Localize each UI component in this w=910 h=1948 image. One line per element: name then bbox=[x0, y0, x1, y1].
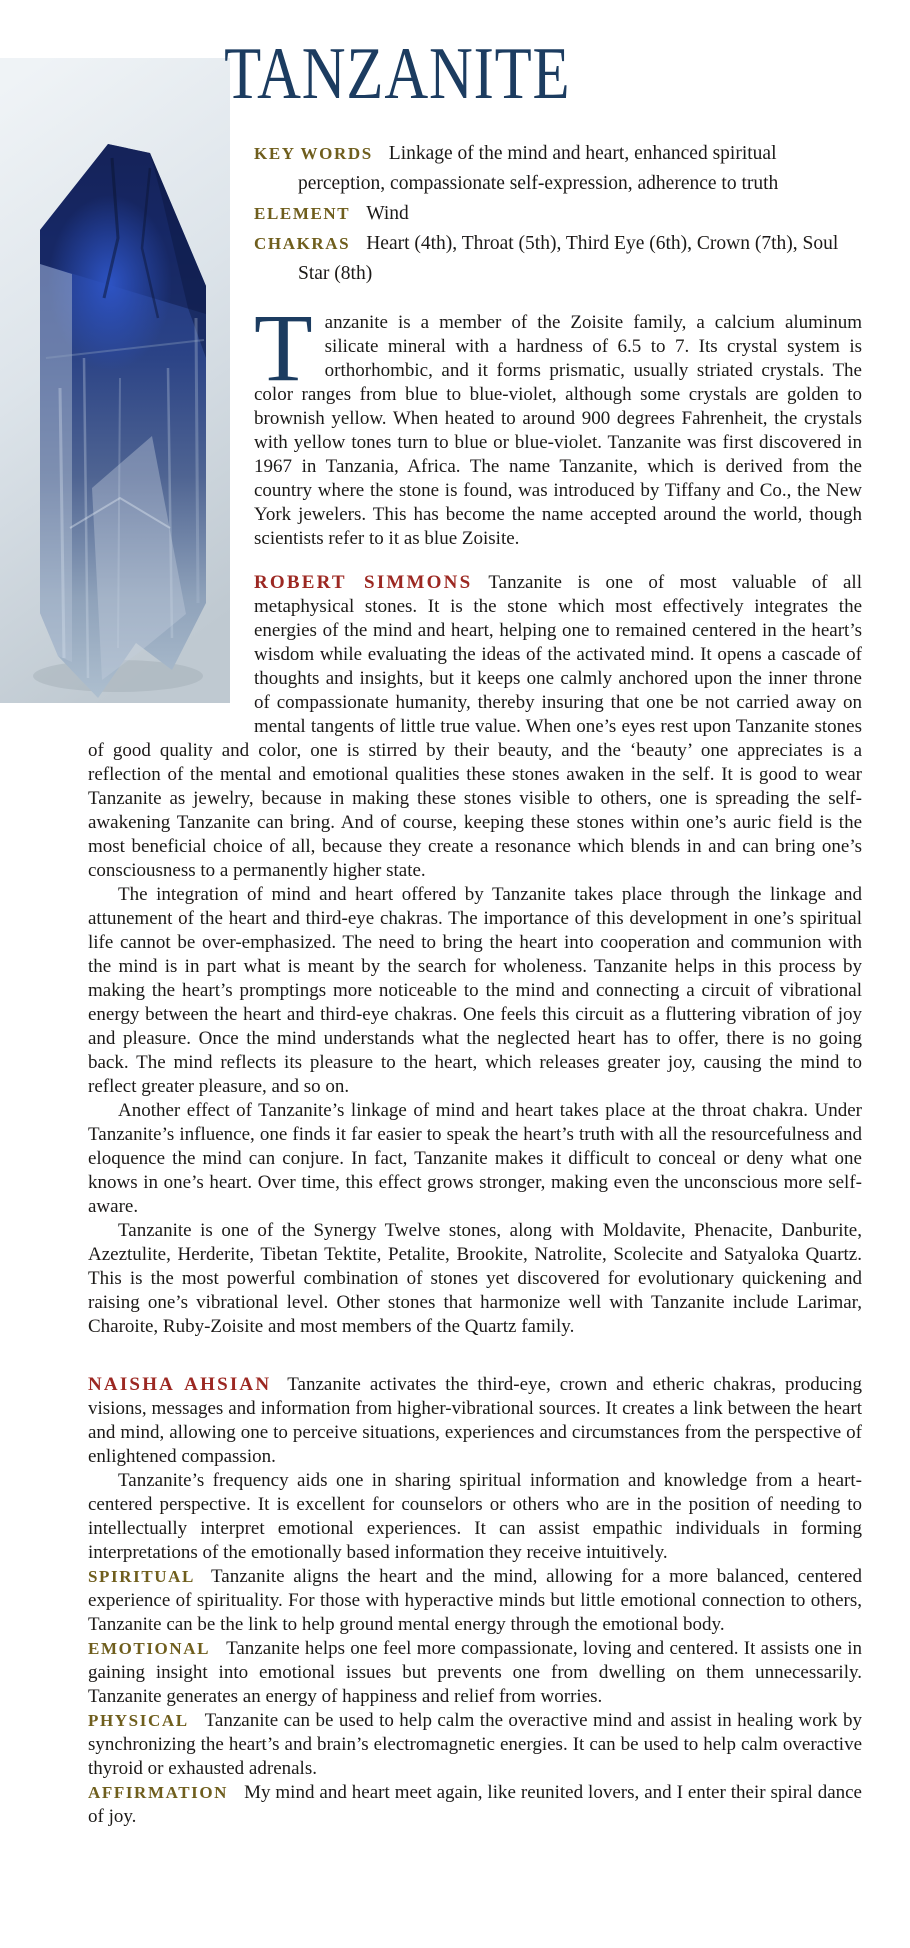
spiritual-paragraph bbox=[88, 1565, 862, 1637]
chakras-label: CHAKRAS bbox=[254, 233, 351, 253]
spiritual-text: Tanzanite aligns the heart and the mind, allowing for a more balanced, centered experience of spirituality. For those with hyperactive minds but little emotional connection to others, Tanzanite can be the link to help ground mental energy through the emotional body. bbox=[88, 1565, 862, 1635]
chakras-row bbox=[254, 229, 862, 289]
page-title: TANZANITE bbox=[224, 33, 571, 115]
drop-cap: T bbox=[254, 293, 313, 401]
robert-simmons-label: ROBERT SIMMONS bbox=[254, 571, 473, 593]
key-words-value: Linkage of the mind and heart, enhanced spiritual perception, compassionate self-expression, adherence to truth bbox=[298, 142, 779, 194]
robert-simmons-paragraph-2: The integration of mind and heart offered by Tanzanite takes place through the linkage and attunement of the heart and third-eye chakras. The importance of this development in one’s spiritual life cannot be over-emphasized. The need to bring the heart into cooperation and communion with the mind is in part what is meant by the search for wholeness. Tanzanite helps in this process by making the heart’s promptings more noticeable to the mind and connecting a circuit of vibrational energy between the heart and third-eye chakras. One feels this circuit as a fluttering vibration of joy and pleasure. Once the mind understands what the neglected heart has to offer, there is no going back. The mind reflects its pleasure to the heart, which releases greater joy, causing the mind to reflect greater pleasure, and so on. bbox=[88, 883, 862, 1097]
key-words-row bbox=[254, 139, 862, 199]
key-words-label: KEY WORDS bbox=[254, 143, 373, 163]
robert-simmons-paragraph-3: Another effect of Tanzanite’s linkage of mind and heart takes place at the throat chakra. Under Tanzanite’s influence, one finds it far easier to speak the heart’s truth with all the resourcefulness and eloquence the mind can conjure. In fact, Tanzanite makes it difficult to conceal or deny what one knows in one’s heart. Over time, this effect grows stronger, making even the unconscious more self-aware. bbox=[88, 1099, 862, 1217]
properties-block bbox=[254, 139, 862, 289]
emotional-paragraph bbox=[88, 1637, 862, 1709]
naisha-ahsian-paragraph-2: Tanzanite’s frequency aids one in sharing spiritual information and knowledge from a heart-centered perspective. It is excellent for counselors or others who are in the position of needing to intellectually interpret emotional experiences. It can assist empathic individuals in forming interpretations of the emotionally based information they receive intuitively. bbox=[88, 1469, 862, 1563]
emotional-label: EMOTIONAL bbox=[88, 1638, 211, 1658]
naisha-ahsian-lead-text: Tanzanite activates the third-eye, crown and etheric chakras, producing visions, messages and information from higher-vibrational sources. It creates a link between the heart and mind, allowing one to perceive situations, experiences and circumstances from the perspective of enlightened compassion. bbox=[88, 1373, 862, 1467]
tanzanite-crystal-photo bbox=[0, 58, 230, 703]
element-label: ELEMENT bbox=[254, 203, 351, 223]
physical-label: PHYSICAL bbox=[88, 1710, 189, 1730]
emotional-text: Tanzanite helps one feel more compassionate, loving and centered. It assists one in gaining insight into emotional issues but prevents one from dwelling on them unnecessarily. Tanzanite generates an energy of happiness and relief from worries. bbox=[88, 1637, 862, 1707]
spiritual-label: SPIRITUAL bbox=[88, 1566, 195, 1586]
intro-text: anzanite is a member of the Zoisite family, a calcium aluminum silicate mineral with a hardness of 6.5 to 7. Its crystal system is orthorhombic, and it forms prismatic, usually striated crystals. The color ranges from blue to blue-violet, although some crystals are golden to brownish yellow. When heated to around 900 degrees Fahrenheit, the crystals with yellow tones turn to blue or blue-violet. Tanzanite was first discovered in 1967 in Tanzania, Africa. The name Tanzanite, which is derived from the country where the stone is found, was introduced by Tiffany and Co., the New York jewelers. This has become the name accepted around the world, though scientists refer to it as blue Zoisite. bbox=[254, 311, 862, 549]
chakras-value: Heart (4th), Throat (5th), Third Eye (6th), Crown (7th), Soul Star (8th) bbox=[298, 232, 839, 284]
affirmation-text: My mind and heart meet again, like reunited lovers, and I enter their spiral dance of joy. bbox=[88, 1781, 862, 1827]
affirmation-paragraph bbox=[88, 1781, 862, 1829]
crystal-illustration bbox=[0, 58, 230, 703]
robert-simmons-lead-text: Tanzanite is one of most valuable of all metaphysical stones. It is the stone which most effectively integrates the energies of the mind and heart, helping one to remained centered in the heart’s wisdom while evaluating the ideas of the activated mind. It opens a cascade of thoughts and insights, but it keeps one calmly anchored upon the inner throne of compassionate humanity, thereby insuring that one be not carried away on mental tangents of little true value. When one’s eyes rest upon Tanzanite stones of good quality and color, one is stirred by their beauty, and the ‘beauty’ one appreciates is a reflection of the mental and emotional qualities these stones awaken in the self. It is good to wear Tanzanite as jewelry, because in making these stones visible to others, one is spreading the self-awakening Tanzanite can bring. And of course, keeping these stones within one’s auric field is the most beneficial choice of all, because they create a resonance which blends in and can bring one’s consciousness to a permanently higher state. bbox=[88, 571, 862, 881]
physical-paragraph bbox=[88, 1709, 862, 1781]
naisha-ahsian-lead-paragraph bbox=[88, 1373, 862, 1469]
affirmation-label: AFFIRMATION bbox=[88, 1782, 229, 1802]
element-value: Wind bbox=[366, 202, 409, 224]
element-row bbox=[254, 199, 862, 229]
physical-text: Tanzanite can be used to help calm the overactive mind and assist in healing work by synchronizing the heart’s and brain’s electromagnetic energies. It can be used to help calm overactive thyroid or exhausted adrenals. bbox=[88, 1709, 862, 1779]
naisha-ahsian-label: NAISHA AHSIAN bbox=[88, 1373, 272, 1395]
robert-simmons-paragraph-4: Tanzanite is one of the Synergy Twelve stones, along with Moldavite, Phenacite, Danburite, Azeztulite, Herderite, Tibetan Tektite, Petalite, Brookite, Natrolite, Scolecite and Satyaloka Quartz. This is the most powerful combination of stones yet discovered for evolutionary quickening and raising one’s vibrational level. Other stones that harmonize well with Tanzanite include Larimar, Charoite, Ruby-Zoisite and most members of the Quartz family. bbox=[88, 1219, 862, 1337]
